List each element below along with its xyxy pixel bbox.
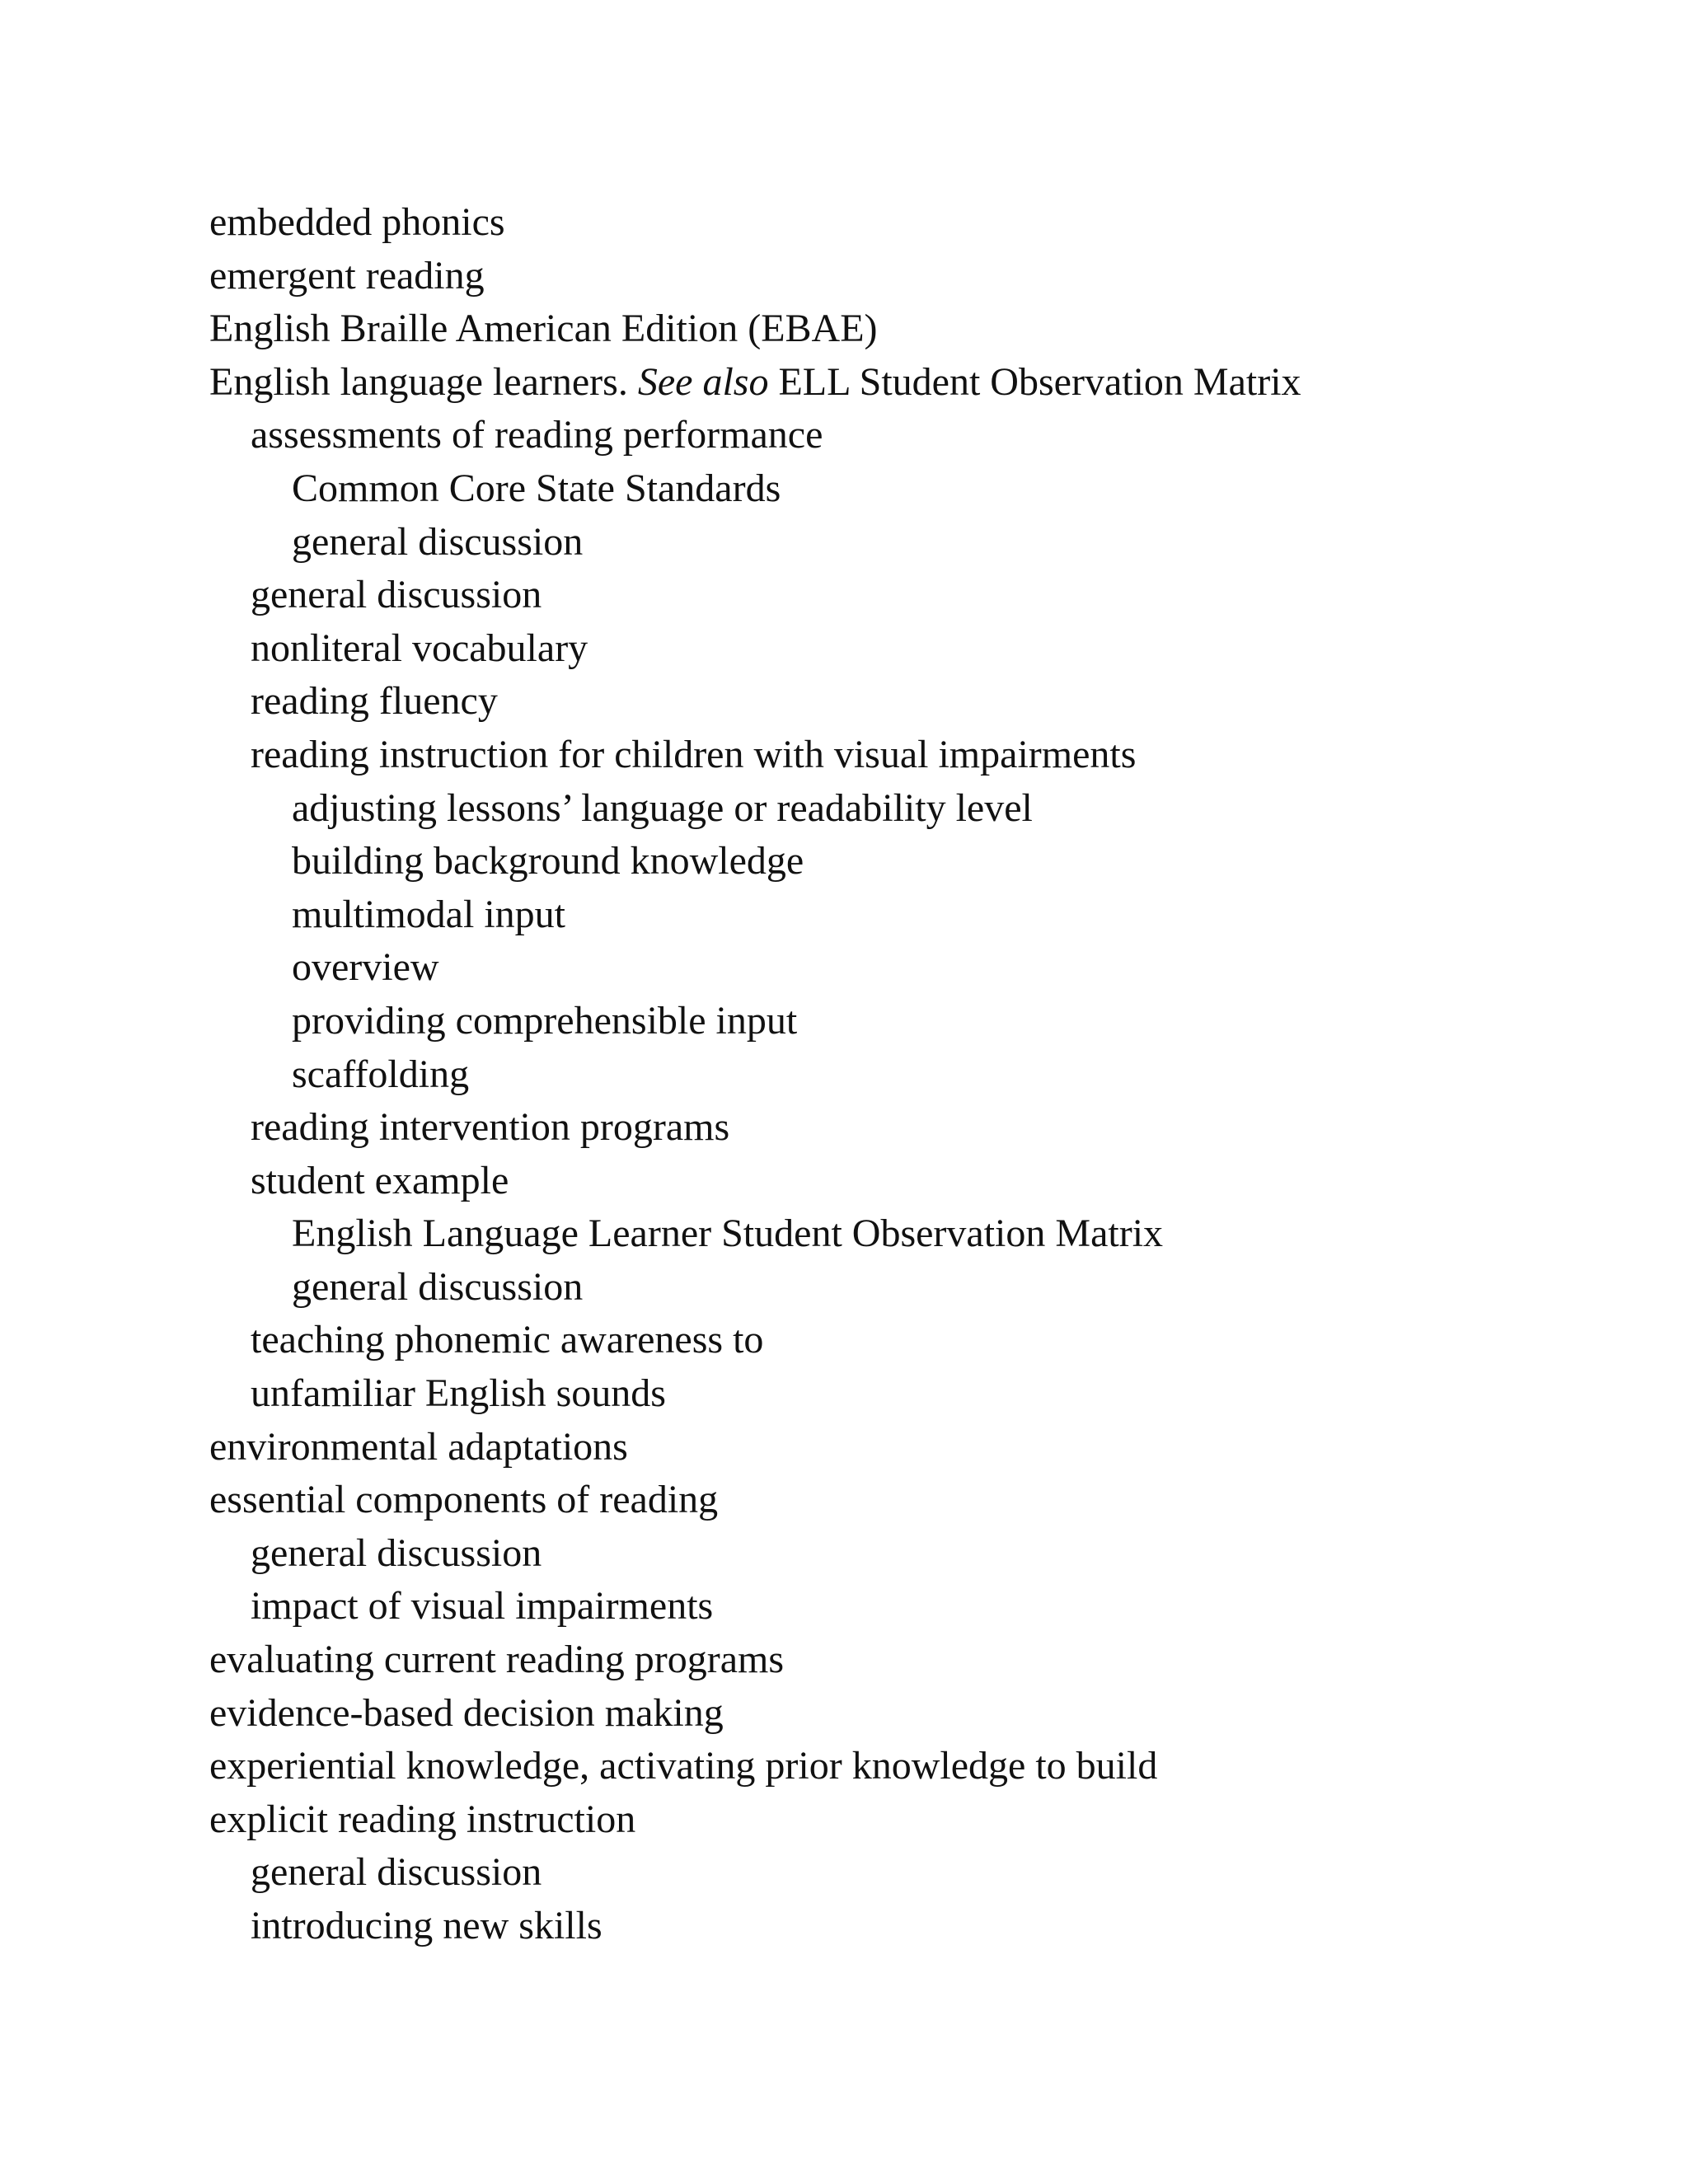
index-entry-text: providing comprehensible input [292,998,798,1043]
index-subentry [209,1846,1301,1900]
index-entry-text: assessments of reading performance [251,413,823,457]
index-subsubentry [209,516,1301,569]
index-entry-text: scaffolding [292,1052,470,1096]
index-entry-text: building background knowledge [292,839,804,883]
index-subsubentry [209,1261,1301,1315]
index-list [209,196,1301,1953]
index-subsubentry [209,1207,1301,1261]
index-subentry [209,729,1301,782]
index-entry-text: English Braille American Edition (EBAE) [209,307,878,351]
index-subsubentry [209,835,1301,888]
index-entry-text: English Language Learner Student Observation Matrix [292,1212,1164,1256]
index-entry [209,250,1301,303]
index-subsubentry [209,462,1301,516]
index-subentry [209,622,1301,676]
index-entry-text: impact of visual impairments [251,1584,714,1629]
index-entry-text: multimodal input [292,892,565,936]
index-entry-text: student example [251,1158,509,1202]
index-subentry [209,1527,1301,1581]
index-subentry [209,1155,1301,1208]
index-entry-text: evaluating current reading programs [209,1638,785,1682]
index-entry-text: general discussion [292,1264,584,1309]
index-entry-text: unfamiliar English sounds [251,1371,666,1416]
index-entry-text: nonliteral vocabulary [251,626,588,670]
index-entry [209,196,1301,250]
index-entry [209,1633,1301,1687]
index-subentry [209,675,1301,729]
index-entry-text: English language learners. [209,359,628,404]
index-subsubentry [209,888,1301,942]
index-subentry [209,1101,1301,1155]
index-entry-text: reading instruction for children with visual impairments [251,732,1137,776]
index-entry [209,1740,1301,1793]
index-subsubentry [209,941,1301,995]
index-entry-text: general discussion [251,573,542,617]
index-subentry [209,409,1301,462]
index-subentry [209,1367,1301,1421]
see-also-target: ELL Student Observation Matrix [778,359,1301,404]
index-entry [209,1474,1301,1527]
index-entry-text: general discussion [292,519,584,564]
index-subsubentry [209,1048,1301,1102]
index-subsubentry [209,995,1301,1048]
index-subentry [209,1900,1301,1953]
index-entry-text: general discussion [251,1850,542,1895]
index-entry-text: general discussion [251,1530,542,1575]
index-entry-text: reading fluency [251,679,498,724]
index-entry [209,1421,1301,1474]
index-entry-text: teaching phonemic awareness to [251,1318,764,1362]
index-entry-text: essential components of reading [209,1478,719,1522]
index-subentry [209,1314,1301,1367]
index-entry-text: reading intervention programs [251,1105,730,1150]
index-entry [209,1793,1301,1847]
index-entry-text: explicit reading instruction [209,1797,636,1841]
index-entry-text: introducing new skills [251,1904,603,1947]
index-entry-text: embedded phonics [209,200,505,244]
see-also-label: See also [637,359,769,404]
index-entry-text: Common Core State Standards [292,466,781,510]
index-entry-text: adjusting lessons’ language or readability level [292,785,1033,830]
index-subentry [209,1580,1301,1633]
index-entry [209,1687,1301,1741]
index-entry-text: experiential knowledge, activating prior knowledge to build [209,1744,1158,1788]
index-entry-text: environmental adaptations [209,1424,628,1469]
index-subentry [209,569,1301,622]
index-entry [209,302,1301,356]
index-entry-text: emergent reading [209,253,485,298]
index-entry [209,356,1301,410]
index-entry-text: overview [292,945,439,990]
index-subsubentry [209,782,1301,836]
index-entry-text: evidence-based decision making [209,1690,724,1735]
